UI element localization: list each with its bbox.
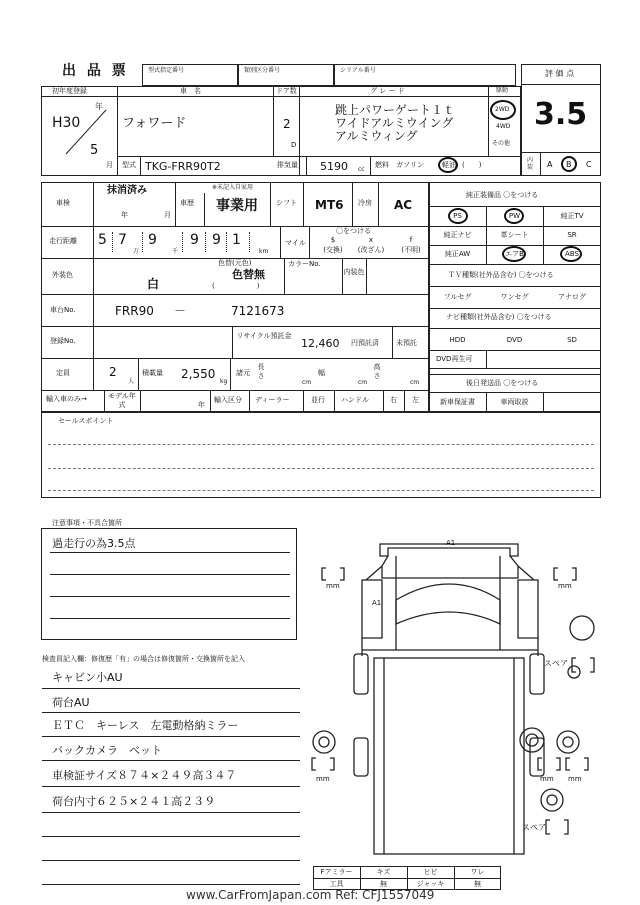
recycle-value: 12,460	[301, 337, 340, 350]
drive-label: 駆動	[496, 87, 509, 94]
navi-dvd: DVD	[506, 336, 523, 344]
drive-4wd: 4WD	[496, 123, 511, 130]
model-value: TKG-FRR90T2	[145, 160, 221, 173]
first-reg-year-mark: 年	[95, 102, 103, 111]
shift-value: MT6	[315, 198, 344, 212]
mile-label: マイル	[285, 239, 306, 247]
later-manual: 車両取説	[500, 398, 529, 406]
interior-grade-b-circle	[561, 156, 577, 172]
chassis-value-a: FRR90	[115, 304, 154, 318]
mileage-digit-6: 1	[232, 232, 241, 248]
interior-grade-c: C	[586, 160, 592, 169]
inspector-line-6: 荷台内寸６２５×２４１高２３９	[52, 795, 216, 808]
front-left-mm: mm	[326, 582, 340, 590]
doors-suffix: D	[291, 141, 297, 149]
category-label: 類別区分番号	[244, 67, 281, 74]
shaken-year-mark: 年	[121, 211, 128, 219]
car-name-label: 車 名	[180, 87, 201, 95]
history-note: ※未記入自家用	[212, 184, 254, 191]
damage-a1-side: A1	[372, 599, 382, 607]
footer-watermark: www.CarFromJapan.com Ref: CFJ1557049	[186, 888, 435, 902]
handle-label: ハンドル	[341, 396, 369, 404]
drive-other: その他	[492, 140, 511, 147]
dims-label: 諸元	[236, 369, 250, 377]
later-warranty: 新車保証書	[440, 398, 475, 406]
model-year-label: モデル年式	[108, 392, 136, 409]
mileage-man: 万	[133, 248, 140, 255]
dims-length-cm: cm	[302, 379, 312, 386]
fuel-paren: ( )	[462, 161, 482, 169]
chassis-dash: －	[174, 304, 187, 318]
interior-grade-a: A	[547, 160, 553, 169]
legend-tools: 工具	[329, 880, 344, 888]
mileage-digit-1: 5	[98, 232, 107, 248]
rear-right-mm-1: mm	[540, 775, 554, 783]
equip-airbag: エアB	[505, 250, 524, 258]
grade-line-1: 跳上パワーゲート１ｔ	[335, 103, 456, 117]
drive-2wd-circle	[490, 100, 516, 120]
doors-label: ドア数	[276, 87, 297, 95]
legend-tools-value: 無	[380, 880, 387, 888]
dims-length-label: 長さ	[257, 363, 265, 380]
registration-label: 登録No.	[50, 337, 76, 345]
equipment-title: 純正装備品 〇をつける	[466, 191, 539, 199]
legend-break: ワレ	[470, 868, 485, 876]
grade-label: グ レ ー ド	[370, 87, 405, 95]
equip-abs-circle	[560, 246, 582, 262]
color-change-value: 色替無	[232, 268, 265, 281]
navi-sd: SD	[567, 336, 577, 344]
mileage-digit-4: 9	[190, 232, 199, 248]
dvd-playback-label: DVD再生可	[436, 355, 473, 363]
inspector-line-5: 車検証サイズ８７４×２４９高３４７	[52, 769, 237, 782]
mileage-digit-5: 9	[212, 232, 221, 248]
mileage-opt3-bottom: (不明)	[401, 246, 421, 254]
tv-title: ＴＶ種類(社外品含む) 〇をつける	[448, 271, 554, 279]
mileage-opt1-bottom: (交換)	[323, 246, 343, 254]
dims-width-cm: cm	[358, 379, 368, 386]
inspector-line-4: バックカメラ ベット	[52, 744, 162, 757]
import-parallel: 並行	[311, 396, 325, 404]
sales-point-box	[41, 412, 601, 498]
capacity-unit: 人	[128, 378, 135, 385]
score-label: 評 価 点	[545, 69, 575, 78]
tv-fullseg: フルセグ	[443, 293, 472, 301]
mileage-label: 走行距離	[49, 237, 77, 245]
ac-value: AC	[394, 198, 413, 212]
truck-diagram	[300, 520, 600, 860]
inspector-line-2: 荷台AU	[52, 696, 90, 709]
equip-leather: 革シート	[500, 231, 529, 239]
score-value: 3.5	[534, 97, 588, 132]
dims-height-cm: cm	[410, 379, 420, 386]
inspector-title: 検査員記入欄：修復歴「有」の場合は修復箇所・交換箇所を記入	[42, 655, 245, 663]
navi-hdd: HDD	[449, 336, 466, 344]
mileage-opt2-top: x	[368, 236, 374, 244]
handle-right: 右	[390, 396, 397, 404]
exterior-color-label: 外装色	[52, 271, 73, 279]
legend-crack: ヒビ	[423, 868, 438, 876]
equip-ps: PS	[453, 212, 462, 220]
notes-title: 注意事項・不具合箇所	[52, 519, 122, 527]
first-reg-era: H30	[52, 115, 81, 131]
fuel-gasoline: ガソリン	[396, 161, 424, 169]
tv-oneseg: ワンセグ	[500, 293, 529, 301]
fuel-diesel: 軽油	[442, 161, 456, 169]
sheet-title: 出 品 票	[62, 63, 129, 79]
capacity-label: 定員	[56, 369, 70, 377]
chassis-value-b: 7121673	[231, 304, 285, 318]
mileage-circle-note: 〇をつける	[336, 227, 371, 235]
shift-label: シフト	[276, 199, 297, 207]
sales-point-label: セールスポイント	[58, 417, 114, 425]
recycle-unpaid: 未預託	[396, 339, 417, 347]
model-cert-label: 型式指定番号	[148, 67, 185, 74]
displacement-value: 5190	[320, 160, 348, 173]
mileage-opt1-top: $	[330, 236, 336, 244]
shaken-month-mark: 月	[164, 211, 171, 219]
notes-line-1: 過走行の為3.5点	[52, 537, 136, 550]
grade-line-2: ワイドアルミウイング	[335, 116, 454, 130]
grade-line-3: アルミウィング	[335, 129, 418, 143]
recycle-label: リサイクル預託金	[236, 332, 292, 340]
navi-title: ナビ種類(社外品含む) 〇をつける	[446, 313, 552, 321]
equip-airbag-circle	[502, 246, 526, 262]
equip-tv: 純正TV	[560, 212, 584, 220]
history-label: 車歴	[180, 199, 194, 207]
load-value: 2,550	[181, 367, 216, 381]
serial-label: シリアル番号	[340, 67, 376, 74]
equip-sr: SR	[567, 231, 577, 239]
capacity-value: 2	[109, 365, 117, 379]
equip-aw: 純正AW	[444, 250, 471, 258]
model-label: 型式	[122, 161, 136, 169]
dims-height-label: 高さ	[373, 363, 381, 380]
first-reg-slash	[60, 108, 110, 158]
doors-value: 2	[283, 117, 291, 131]
displacement-label: 排気量	[277, 161, 298, 169]
legend-jack: ジャッキ	[416, 880, 445, 888]
front-right-mm: mm	[558, 582, 572, 590]
dims-width-label: 幅	[318, 369, 325, 377]
detail-table	[41, 182, 429, 412]
first-reg-month: 5	[90, 143, 99, 158]
equip-abs: ABS	[565, 250, 579, 258]
tv-analog: アナログ	[558, 293, 586, 301]
interior-grade-b: B	[566, 160, 572, 169]
recycle-unit: 円預託済	[351, 339, 379, 347]
fuel-diesel-circle	[438, 157, 458, 173]
spare-label-bottom: スペア	[522, 823, 546, 832]
interior-color-label: 内装色	[343, 268, 365, 276]
displacement-cc: cc	[358, 166, 365, 173]
history-value: 事業用	[216, 198, 258, 214]
import-type-label: 輸入区分	[214, 396, 242, 404]
mileage-digit-2: 7	[118, 232, 127, 248]
car-name: フォワード	[122, 116, 187, 131]
mileage-km: km	[259, 248, 269, 255]
import-dealer: ディーラー	[255, 396, 290, 404]
shaken-value: 抹消済み	[107, 185, 147, 196]
later-title: 後日発送品 〇をつける	[466, 379, 539, 387]
rear-right-mm-2: mm	[568, 775, 582, 783]
load-label: 積載量	[142, 369, 163, 377]
first-reg-label: 初年度登録	[52, 87, 87, 95]
color-no-label: カラーNo.	[288, 260, 321, 268]
rear-left-mm: mm	[316, 775, 330, 783]
model-year-mark: 年	[198, 401, 205, 409]
equip-navi: 純正ナビ	[443, 231, 472, 239]
spare-label-top: スペア	[544, 659, 568, 668]
equip-ps-circle	[448, 208, 468, 224]
color-change-paren: ( )	[212, 282, 260, 290]
interior-grade-label: 内装	[527, 157, 534, 171]
legend-mirror: Fアミラー	[320, 868, 353, 876]
first-reg-month-mark: 月	[106, 161, 113, 169]
exterior-color-value: 白	[147, 277, 160, 291]
fuel-label: 燃料	[375, 161, 389, 169]
inspector-line-3: ＥＴＣ キーレス 左電動格納ミラー	[52, 719, 239, 732]
legend-jack-value: 無	[474, 880, 481, 888]
import-label: 輸入車のみ→	[46, 395, 87, 403]
mileage-opt3-top: f	[409, 236, 413, 244]
handle-left: 左	[412, 396, 419, 404]
drive-2wd: 2WD	[495, 106, 510, 113]
equip-pw: PW	[508, 212, 521, 220]
chassis-label: 車台No.	[50, 306, 76, 314]
ac-label: 冷房	[358, 199, 372, 207]
equip-pw-circle	[504, 208, 524, 224]
mileage-opt2-bottom: (改ざん)	[357, 246, 385, 254]
shaken-label: 車検	[56, 199, 70, 207]
mileage-digit-3: 9	[148, 232, 157, 248]
load-kg: kg	[220, 378, 228, 385]
damage-a1-top: A1	[446, 539, 456, 547]
mileage-sen: 千	[172, 248, 179, 255]
legend-scratch: キズ	[376, 868, 391, 876]
color-change-label: 色替(元色)	[218, 259, 252, 267]
inspector-line-1: キャビン小AU	[52, 671, 123, 684]
